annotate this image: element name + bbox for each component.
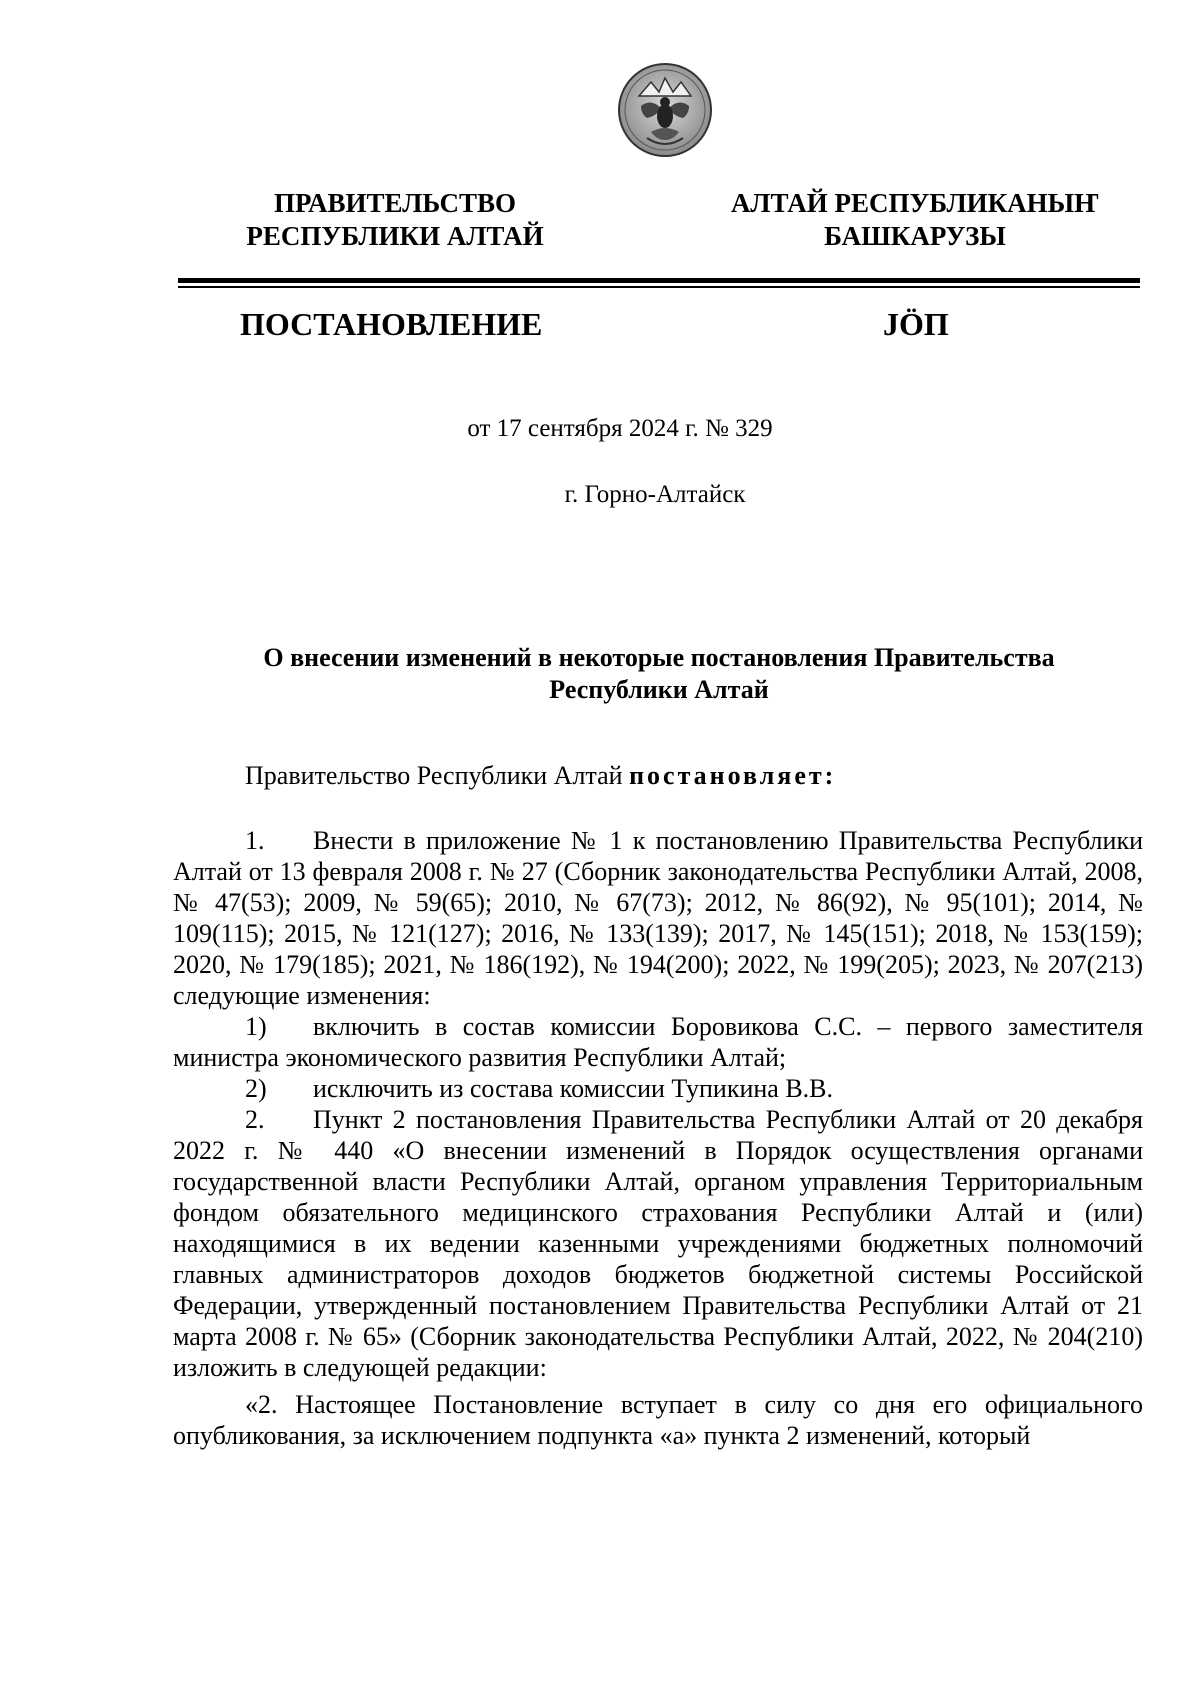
paragraph-subitem-1	[173, 1011, 1143, 1073]
paragraph-item-2	[173, 1104, 1143, 1383]
item-number: 1.	[245, 826, 265, 855]
paragraph-subitem-2	[173, 1073, 1143, 1104]
item-number: 2.	[245, 1105, 265, 1134]
item-number: 1)	[245, 1012, 267, 1041]
header-right-line2: БАШКАРУЗЫ	[824, 221, 1006, 251]
document-title	[178, 642, 1140, 706]
intro-paragraph	[173, 760, 1143, 791]
title-line1: О внесении изменений в некоторые постановления Правительства	[263, 643, 1055, 672]
title-line2: Республики Алтай	[549, 675, 769, 704]
paragraph-item-1	[173, 825, 1143, 1011]
item-text: Внести в приложение № 1 к постановлению Правительства Республики Алтай от 13 февраля 2008 г. № 27 (Сборник законодательства Республики Алтай, 2008, № 47(53); 2009, № 59(65); 2010, № 67(73); 2012, № 86(92), № 95(101); 2014, № 109(115); 2015, № 121(127); 2016, № 133(139); 2017, № 145(151); 2018, № 153(159); 2020, № 179(185); 2021, № 186(192), № 194(200); 2022, № 199(205); 2023, № 207(213) следующие изменения:	[173, 826, 1143, 1010]
header-left-line1: ПРАВИТЕЛЬСТВО	[273, 188, 517, 218]
document-body	[173, 760, 1143, 1451]
header-right-line1: АЛТАЙ РЕСПУБЛИКАНЫҤ	[730, 188, 1100, 218]
date-number-line: от 17 сентября 2024 г. № 329	[467, 415, 773, 442]
decree-label-ru: ПОСТАНОВЛЕНИЕ	[240, 306, 543, 342]
header-right	[700, 187, 1130, 253]
city-line: г. Горно-Алтайск	[564, 481, 746, 508]
intro-text: Правительство Республики Алтай	[245, 761, 630, 790]
header-divider-thick	[178, 278, 1140, 283]
header-left	[180, 187, 610, 253]
quoted-paragraph: «2. Настоящее Постановление вступает в силу со дня его официального опубликования, за исключением подпункта «а» пункта 2 изменений, который	[173, 1390, 1143, 1450]
header-left-line2: РЕСПУБЛИКИ АЛТАЙ	[246, 221, 544, 251]
item-text: Пункт 2 постановления Правительства Республики Алтай от 20 декабря 2022 г. № 440 «О внесении изменений в Порядок осуществления органами государственной власти Республики Алтай, органом управления Территориальным фондом обязательного медицинского страхования Республики Алтай и (или) находящимися в их ведении казенными учреждениями бюджетных полномочий главных администраторов доходов бюджетов бюджетной системы Российской Федерации, утвержденный постановлением Правительства Республики Алтай от 21 марта 2008 г. № 65» (Сборник законодательства Республики Алтай, 2022, № 204(210) изложить в следующей редакции:	[173, 1105, 1143, 1382]
decree-label-alt: JӦП	[883, 306, 949, 342]
coat-of-arms-emblem	[617, 62, 713, 158]
intro-emphasis: постановляет:	[629, 761, 837, 790]
item-text: исключить из состава комиссии Тупикина В.В.	[313, 1074, 833, 1103]
item-text: включить в состав комиссии Боровикова С.С. – первого заместителя министра экономического развития Республики Алтай;	[173, 1012, 1143, 1072]
item-number: 2)	[245, 1074, 267, 1103]
header-divider-thin	[178, 286, 1140, 288]
